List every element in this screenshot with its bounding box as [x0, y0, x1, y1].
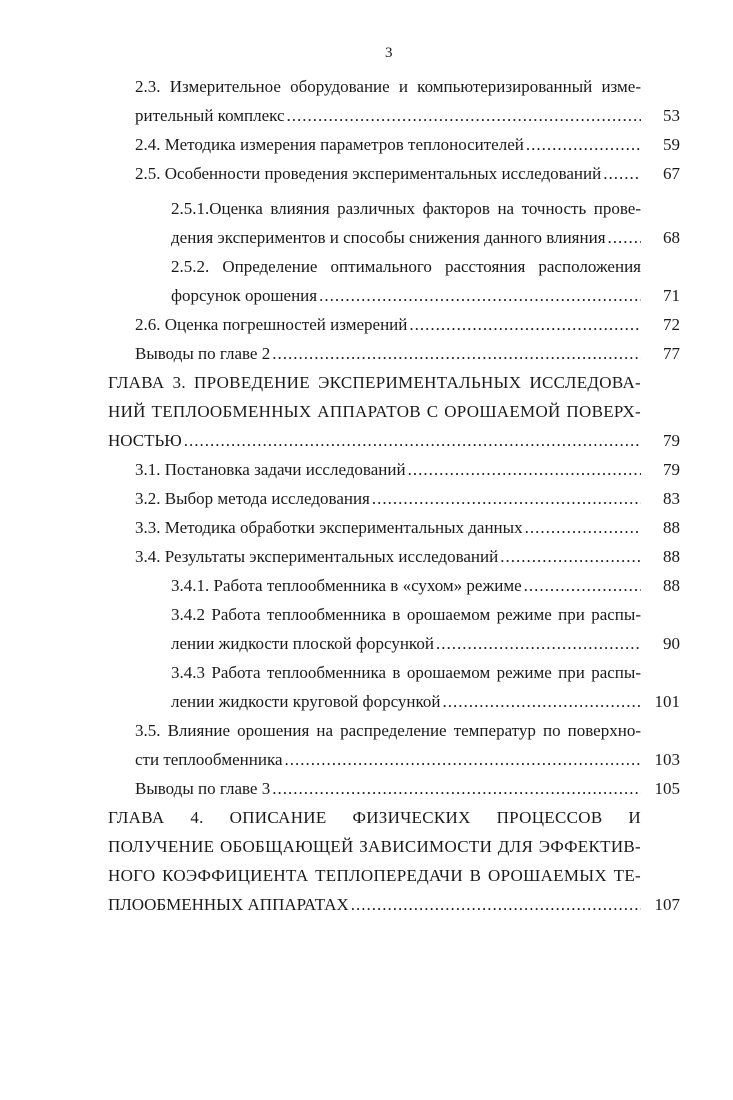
toc-entry-text: НИЙ ТЕПЛООБМЕННЫХ АППАРАТОВ С ОРОШАЕМОЙ ПОВЕРХ-	[108, 402, 641, 421]
dot-leader	[442, 687, 641, 716]
toc-page-number: 88	[663, 518, 680, 537]
toc-entry-text: 2.5.1.Оценка влияния различных факторов на точность прове-	[171, 199, 641, 218]
toc-line	[0, 861, 733, 890]
toc-line	[0, 72, 733, 101]
toc-entry-leader	[135, 130, 641, 159]
toc-entry	[0, 368, 733, 455]
toc-line	[0, 629, 733, 658]
toc-entry	[0, 716, 733, 774]
toc-line	[0, 101, 733, 130]
toc-entry-text: 3.4.3 Работа теплообменника в орошаемом режиме при распы-	[171, 663, 641, 682]
toc-page-number: 88	[663, 547, 680, 566]
dot-leader	[372, 484, 641, 513]
toc-entry-leader	[135, 542, 641, 571]
toc-line	[0, 368, 733, 397]
dot-leader	[319, 281, 641, 310]
toc-entry-text: 3.1. Постановка задачи исследований	[135, 460, 406, 479]
toc-entry-text: 2.6. Оценка погрешностей измерений	[135, 315, 408, 334]
toc-page-number: 79	[663, 460, 680, 479]
page-number: 3	[385, 45, 393, 61]
toc-line	[0, 223, 733, 252]
toc-line	[0, 716, 733, 745]
toc-entry-leader	[135, 455, 641, 484]
toc-entry-text: 2.4. Методика измерения параметров теплоносителей	[135, 135, 524, 154]
dot-leader	[608, 223, 641, 252]
toc-entry-leader	[108, 426, 641, 455]
toc-page-number: 67	[663, 164, 680, 183]
toc-page-number: 83	[663, 489, 680, 508]
toc-page-number: 105	[654, 779, 680, 798]
toc-page-number: 88	[663, 576, 680, 595]
toc-entry-leader	[135, 774, 641, 803]
toc-entry	[0, 774, 733, 803]
toc-entry-text: НОГО КОЭФФИЦИЕНТА ТЕПЛОПЕРЕДАЧИ В ОРОШАЕМЫХ ТЕ-	[108, 866, 641, 885]
dot-leader	[272, 774, 641, 803]
toc-line	[0, 890, 733, 919]
toc-entry-text: 2.5. Особенности проведения экспериментальных исследований	[135, 164, 602, 183]
toc-page-number: 101	[654, 692, 680, 711]
toc-line	[0, 571, 733, 600]
dot-leader	[408, 455, 641, 484]
toc-entry-leader	[171, 687, 641, 716]
toc-line	[0, 687, 733, 716]
toc-line	[0, 484, 733, 513]
dot-leader	[285, 745, 641, 774]
toc-entry	[0, 542, 733, 571]
toc-entry-text: дения экспериментов и способы снижения данного влияния	[171, 228, 606, 247]
toc-entry-text: лении жидкости плоской форсункой	[171, 634, 434, 653]
toc-line	[0, 745, 733, 774]
toc-entry-text: ПЛООБМЕННЫХ АППАРАТАХ	[108, 895, 349, 914]
toc-line	[0, 426, 733, 455]
toc-line	[0, 658, 733, 687]
toc-entry-text: форсунок орошения	[171, 286, 318, 305]
toc-entry-leader	[135, 513, 641, 542]
toc-page-number: 107	[654, 895, 680, 914]
toc-entry	[0, 194, 733, 252]
toc-entry-text: Выводы по главе 2	[135, 344, 271, 363]
toc-entry-text: 3.2. Выбор метода исследования	[135, 489, 370, 508]
dot-leader	[524, 571, 641, 600]
toc-entry	[0, 339, 733, 368]
toc-entry-leader	[135, 339, 641, 368]
toc-entry-leader	[135, 484, 641, 513]
toc-line	[0, 130, 733, 159]
toc-entry-text: ПОЛУЧЕНИЕ ОБОБЩАЮЩЕЙ ЗАВИСИМОСТИ ДЛЯ ЭФФЕКТИВ-	[108, 837, 641, 856]
toc-page-number: 59	[663, 135, 680, 154]
toc-entry	[0, 513, 733, 542]
toc-entry-text: 2.5.2. Определение оптимального расстояния расположения	[171, 257, 641, 276]
dot-leader	[409, 310, 641, 339]
toc-entry	[0, 658, 733, 716]
toc-line	[0, 832, 733, 861]
toc-entry-text: ГЛАВА 3. ПРОВЕДЕНИЕ ЭКСПЕРИМЕНТАЛЬНЫХ ИССЛЕДОВА-	[108, 373, 641, 392]
toc-entry	[0, 484, 733, 513]
toc-entry-leader	[171, 281, 641, 310]
toc-entry	[0, 803, 733, 919]
toc-line	[0, 542, 733, 571]
dot-leader	[184, 426, 641, 455]
toc-line	[0, 281, 733, 310]
dot-leader	[525, 513, 641, 542]
toc-page-number: 90	[663, 634, 680, 653]
toc-line	[0, 252, 733, 281]
toc-entry-text: сти теплообменника	[135, 750, 283, 769]
toc-entry-leader	[171, 629, 641, 658]
toc-line	[0, 513, 733, 542]
toc-entry	[0, 455, 733, 484]
toc-entry	[0, 600, 733, 658]
toc-line	[0, 194, 733, 223]
toc-entry-text: 3.3. Методика обработки экспериментальных данных	[135, 518, 523, 537]
dot-leader	[500, 542, 641, 571]
toc-line	[0, 310, 733, 339]
dot-leader	[272, 339, 641, 368]
dot-leader	[603, 159, 641, 188]
toc-page-number: 53	[663, 106, 680, 125]
dot-leader	[436, 629, 641, 658]
toc-entry-leader	[108, 890, 641, 919]
toc-entry	[0, 159, 733, 188]
toc-entry	[0, 130, 733, 159]
dot-leader	[287, 101, 641, 130]
toc-line	[0, 455, 733, 484]
toc-entry-text: 2.3. Измерительное оборудование и компьютеризированный изме-	[135, 77, 641, 96]
toc-entry-text: Выводы по главе 3	[135, 779, 271, 798]
toc-entry-leader	[171, 223, 641, 252]
toc-entry-text: 3.4.2 Работа теплообменника в орошаемом режиме при распы-	[171, 605, 641, 624]
toc-entry	[0, 252, 733, 310]
toc-page-number: 72	[663, 315, 680, 334]
toc-entry	[0, 310, 733, 339]
dot-leader	[351, 890, 641, 919]
toc-entry-text: 3.4. Результаты экспериментальных исследований	[135, 547, 499, 566]
toc-page-number: 71	[663, 286, 680, 305]
toc-entry-text: лении жидкости круговой форсункой	[171, 692, 441, 711]
toc-entry-text: 3.4.1. Работа теплообменника в «сухом» режиме	[171, 576, 522, 595]
toc-page-number: 77	[663, 344, 680, 363]
toc-entry-leader	[135, 101, 641, 130]
toc-entry-leader	[135, 159, 641, 188]
toc-line	[0, 803, 733, 832]
toc-entry	[0, 72, 733, 130]
toc-entry-text: рительный комплекс	[135, 106, 285, 125]
toc-line	[0, 339, 733, 368]
toc-entry-text: ГЛАВА 4. ОПИСАНИЕ ФИЗИЧЕСКИХ ПРОЦЕССОВ И	[108, 808, 641, 827]
toc-entry-leader	[171, 571, 641, 600]
toc-entry-leader	[135, 310, 641, 339]
toc-line	[0, 397, 733, 426]
toc-line	[0, 159, 733, 188]
toc-entry-text: 3.5. Влияние орошения на распределение температур по поверхно-	[135, 721, 641, 740]
toc-page-number: 103	[654, 750, 680, 769]
toc-page-number: 79	[663, 431, 680, 450]
dot-leader	[526, 130, 641, 159]
toc-line	[0, 774, 733, 803]
table-of-contents	[0, 72, 733, 919]
toc-entry	[0, 571, 733, 600]
toc-entry-leader	[135, 745, 641, 774]
toc-entry-text: НОСТЬЮ	[108, 431, 182, 450]
toc-page-number: 68	[663, 228, 680, 247]
toc-line	[0, 600, 733, 629]
